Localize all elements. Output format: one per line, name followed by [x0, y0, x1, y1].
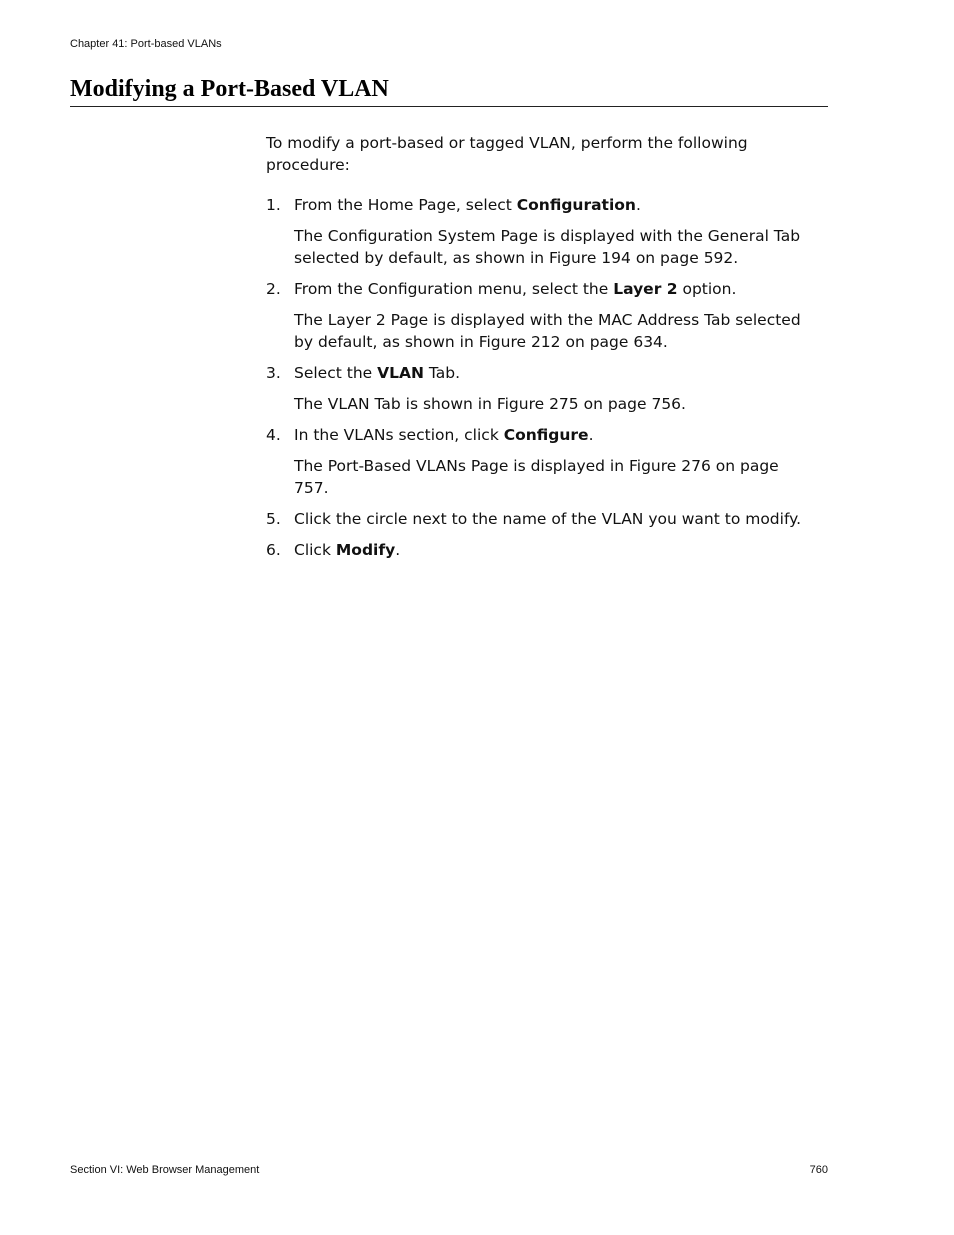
step-number: 6.: [266, 541, 281, 559]
step-number: 1.: [266, 196, 281, 214]
ui-term: VLAN: [377, 364, 424, 382]
page-number: 760: [809, 1164, 828, 1176]
ui-term: Configure: [503, 426, 589, 444]
footer-section: Section VI: Web Browser Management: [70, 1164, 260, 1176]
step-3: [266, 362, 806, 415]
step-number: 3.: [266, 364, 281, 382]
step-number: 4.: [266, 426, 281, 444]
ui-term: Configuration: [516, 196, 636, 214]
step-instruction: From the Home Page, select Configuration.: [294, 196, 641, 214]
step-number: 2.: [266, 280, 281, 298]
section-title: Modifying a Port-Based VLAN: [70, 76, 828, 107]
procedure-body: [266, 132, 806, 570]
step-instruction: From the Configuration menu, select the Layer 2 option.: [294, 280, 737, 298]
step-2: [266, 278, 806, 353]
step-number: 5.: [266, 510, 281, 528]
running-head: Chapter 41: Port-based VLANs: [70, 38, 222, 50]
step-result: The VLAN Tab is shown in Figure 275 on page 756.: [294, 395, 686, 413]
step-instruction: Click the circle next to the name of the VLAN you want to modify.: [294, 510, 802, 528]
step-instruction: Select the VLAN Tab.: [294, 364, 461, 382]
step-instruction: Click Modify.: [294, 541, 401, 559]
ui-term: Layer 2: [613, 280, 678, 298]
step-5: [266, 508, 806, 530]
step-result: The Layer 2 Page is displayed with the MAC Address Tab selected by default, as shown in Figure 212 on page 634.: [294, 311, 801, 351]
intro-paragraph: To modify a port-based or tagged VLAN, perform the following procedure:: [266, 134, 748, 174]
step-result: The Port-Based VLANs Page is displayed in Figure 276 on page 757.: [294, 457, 779, 497]
step-6: [266, 539, 806, 561]
step-instruction: In the VLANs section, click Configure.: [294, 426, 594, 444]
step-result: The Configuration System Page is displayed with the General Tab selected by default, as shown in Figure 194 on page 592.: [294, 227, 801, 267]
step-1: [266, 194, 806, 269]
step-4: [266, 424, 806, 499]
ui-term: Modify: [335, 541, 396, 559]
procedure-steps: [266, 194, 806, 561]
